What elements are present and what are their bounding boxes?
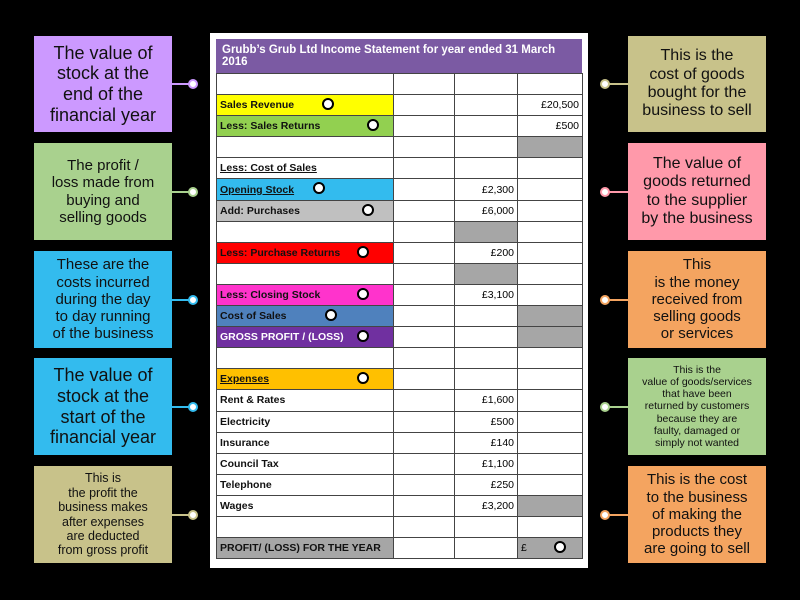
table-row [217, 411, 583, 432]
amount-cell [455, 116, 518, 137]
answer-card-text: This is the value of goods/services that have been returned by customers because they are faulty, damaged or simply not wanted [642, 364, 752, 449]
table-row [217, 474, 583, 495]
total-cell [518, 538, 583, 559]
drop-target-marker[interactable] [362, 204, 374, 216]
answer-card-left-2[interactable] [34, 143, 172, 240]
amount-cell [455, 137, 518, 158]
table-cell [394, 200, 455, 221]
total-cell [518, 74, 583, 95]
amount-cell [455, 74, 518, 95]
table-cell [394, 306, 455, 327]
table-cell [394, 516, 455, 537]
table-row [217, 116, 583, 137]
row-label [217, 221, 394, 242]
row-label [217, 348, 394, 369]
row-label [217, 284, 394, 305]
amount-cell [455, 327, 518, 348]
row-label [217, 453, 394, 474]
total-cell [518, 390, 583, 411]
answer-card-text: These are the costs incurred during the day to day running of the business [52, 256, 154, 343]
amount-cell [455, 369, 518, 390]
row-label [217, 158, 394, 179]
row-label-text: Wages [220, 499, 254, 512]
table-cell [394, 348, 455, 369]
total-cell [518, 221, 583, 242]
amount-cell [455, 348, 518, 369]
amount-cell: £6,000 [455, 200, 518, 221]
amount-cell: £2,300 [455, 179, 518, 200]
row-label [217, 369, 394, 390]
row-label [217, 474, 394, 495]
answer-card-text: This is the money received from selling goods or services [651, 256, 743, 343]
row-label-text: Sales Revenue [220, 99, 295, 112]
amount-cell [455, 158, 518, 179]
row-label [217, 327, 394, 348]
total-cell-text: £20,500 [541, 99, 579, 112]
connector-line [609, 83, 628, 85]
row-label [217, 516, 394, 537]
row-label-text: Add: Purchases [220, 204, 300, 217]
connector-pin[interactable] [188, 402, 198, 412]
table-row [217, 74, 583, 95]
total-cell [518, 137, 583, 158]
table-cell [394, 453, 455, 474]
drop-target-marker[interactable] [554, 541, 566, 553]
answer-card-right-2[interactable] [628, 143, 766, 240]
table-row [217, 242, 583, 263]
amount-cell: £500 [455, 411, 518, 432]
table-row [217, 432, 583, 453]
total-cell [518, 306, 583, 327]
amount-cell: £1,100 [455, 453, 518, 474]
connector-line [609, 514, 628, 516]
table-cell [394, 538, 455, 559]
amount-cell: £140 [455, 432, 518, 453]
total-cell [518, 179, 583, 200]
answer-card-text: This is the cost to the business of making the products they are going to sell [644, 471, 750, 558]
amount-cell [455, 538, 518, 559]
answer-card-text: This is the profit the business makes after expenses are deducted from gross profit [57, 471, 149, 558]
row-label-text: Opening Stock [220, 183, 295, 196]
table-cell [394, 221, 455, 242]
connector-line [609, 406, 628, 408]
total-cell [518, 200, 583, 221]
row-label [217, 95, 394, 116]
table-cell [394, 369, 455, 390]
answer-card-left-1[interactable] [34, 36, 172, 132]
income-statement-sheet [210, 33, 588, 568]
table-row [217, 369, 583, 390]
row-label-text: Council Tax [220, 457, 279, 470]
table-cell [394, 474, 455, 495]
row-label-text: Cost of Sales [220, 310, 287, 323]
row-label-text: Expenses [220, 373, 270, 386]
table-row [217, 200, 583, 221]
total-cell [518, 453, 583, 474]
row-label-text: Less: Sales Returns [220, 120, 321, 133]
table-cell [394, 158, 455, 179]
amount-cell [455, 306, 518, 327]
table-cell [394, 95, 455, 116]
table-row [217, 221, 583, 242]
drop-target-marker[interactable] [313, 182, 325, 194]
answer-card-left-5[interactable] [34, 466, 172, 563]
amount-cell [455, 516, 518, 537]
table-cell [394, 411, 455, 432]
table-row [217, 158, 583, 179]
answer-card-text: This is the cost of goods bought for the business to sell [642, 47, 752, 120]
table-row [217, 263, 583, 284]
row-label [217, 200, 394, 221]
answer-card-right-5[interactable] [628, 466, 766, 563]
table-cell [394, 284, 455, 305]
row-label-text: Electricity [220, 415, 271, 428]
total-cell [518, 516, 583, 537]
answer-card-left-4[interactable] [34, 358, 172, 455]
row-label-text: PROFIT/ (LOSS) FOR THE YEAR [220, 542, 381, 555]
table-row [217, 95, 583, 116]
amount-cell: £1,600 [455, 390, 518, 411]
total-cell [518, 158, 583, 179]
total-cell [518, 474, 583, 495]
amount-cell: £250 [455, 474, 518, 495]
amount-cell: £3,200 [455, 495, 518, 516]
table-cell [394, 74, 455, 95]
total-cell [518, 242, 583, 263]
total-cell [518, 369, 583, 390]
table-cell [394, 242, 455, 263]
total-cell-text: £ [521, 542, 527, 555]
connector-pin[interactable] [188, 187, 198, 197]
drop-target-marker[interactable] [322, 98, 334, 110]
row-label [217, 306, 394, 327]
table-row [217, 137, 583, 158]
row-label [217, 411, 394, 432]
row-label [217, 495, 394, 516]
table-row [217, 453, 583, 474]
amount-cell [455, 95, 518, 116]
drop-target-marker[interactable] [357, 246, 369, 258]
row-label [217, 390, 394, 411]
answer-card-text: The profit / loss made from buying and selling goods [51, 157, 155, 226]
connector-pin[interactable] [188, 295, 198, 305]
table-cell [394, 390, 455, 411]
connector-line [609, 191, 628, 193]
row-label [217, 538, 394, 559]
table-row [217, 495, 583, 516]
drop-target-marker[interactable] [357, 330, 369, 342]
drop-target-marker[interactable] [357, 372, 369, 384]
row-label [217, 263, 394, 284]
total-cell-text: £500 [555, 120, 579, 133]
row-label-text: Less: Cost of Sales [220, 162, 317, 175]
table-row [217, 348, 583, 369]
row-label [217, 137, 394, 158]
row-label-text: Insurance [220, 436, 270, 449]
total-cell [518, 495, 583, 516]
total-cell [518, 348, 583, 369]
table-cell [394, 137, 455, 158]
table-row [217, 538, 583, 559]
amount-cell: £3,100 [455, 284, 518, 305]
table-cell [394, 495, 455, 516]
row-label-text: Telephone [220, 478, 272, 491]
table-cell [394, 263, 455, 284]
answer-card-text: The value of goods returned to the supplier by the business [641, 154, 753, 227]
drop-target-marker[interactable] [357, 288, 369, 300]
row-label-text: Less: Closing Stock [220, 288, 321, 301]
connector-line [609, 299, 628, 301]
table-row [217, 390, 583, 411]
table-row [217, 284, 583, 305]
total-cell [518, 263, 583, 284]
table-row [217, 516, 583, 537]
answer-card-right-3[interactable] [628, 251, 766, 348]
table-row [217, 179, 583, 200]
connector-pin[interactable] [188, 510, 198, 520]
total-cell [518, 95, 583, 116]
total-cell [518, 116, 583, 137]
row-label [217, 179, 394, 200]
row-label [217, 432, 394, 453]
row-label [217, 74, 394, 95]
table-cell [394, 432, 455, 453]
row-label [217, 242, 394, 263]
answer-card-right-1[interactable] [628, 36, 766, 132]
amount-cell [455, 263, 518, 284]
answer-card-right-4[interactable] [628, 358, 766, 455]
table-row [217, 327, 583, 348]
statement-table [216, 73, 583, 559]
total-cell [518, 411, 583, 432]
drop-target-marker[interactable] [325, 309, 337, 321]
total-cell [518, 284, 583, 305]
statement-title: Grubb’s Grub Ltd Income Statement for year ended 31 March 2016 [216, 39, 582, 73]
row-label-text: GROSS PROFIT / (LOSS) [220, 331, 344, 344]
row-label [217, 116, 394, 137]
answer-card-left-3[interactable] [34, 251, 172, 348]
total-cell [518, 432, 583, 453]
table-cell [394, 327, 455, 348]
amount-cell [455, 221, 518, 242]
row-label-text: Less: Purchase Returns [220, 246, 341, 259]
row-label-text: Rent & Rates [220, 394, 286, 407]
answer-card-text: The value of stock at the start of the financial year [49, 365, 157, 448]
answer-card-text: The value of stock at the end of the financial year [49, 42, 157, 125]
drop-target-marker[interactable] [367, 119, 379, 131]
table-cell [394, 179, 455, 200]
amount-cell: £200 [455, 242, 518, 263]
table-row [217, 306, 583, 327]
table-cell [394, 116, 455, 137]
connector-pin[interactable] [188, 79, 198, 89]
total-cell [518, 327, 583, 348]
